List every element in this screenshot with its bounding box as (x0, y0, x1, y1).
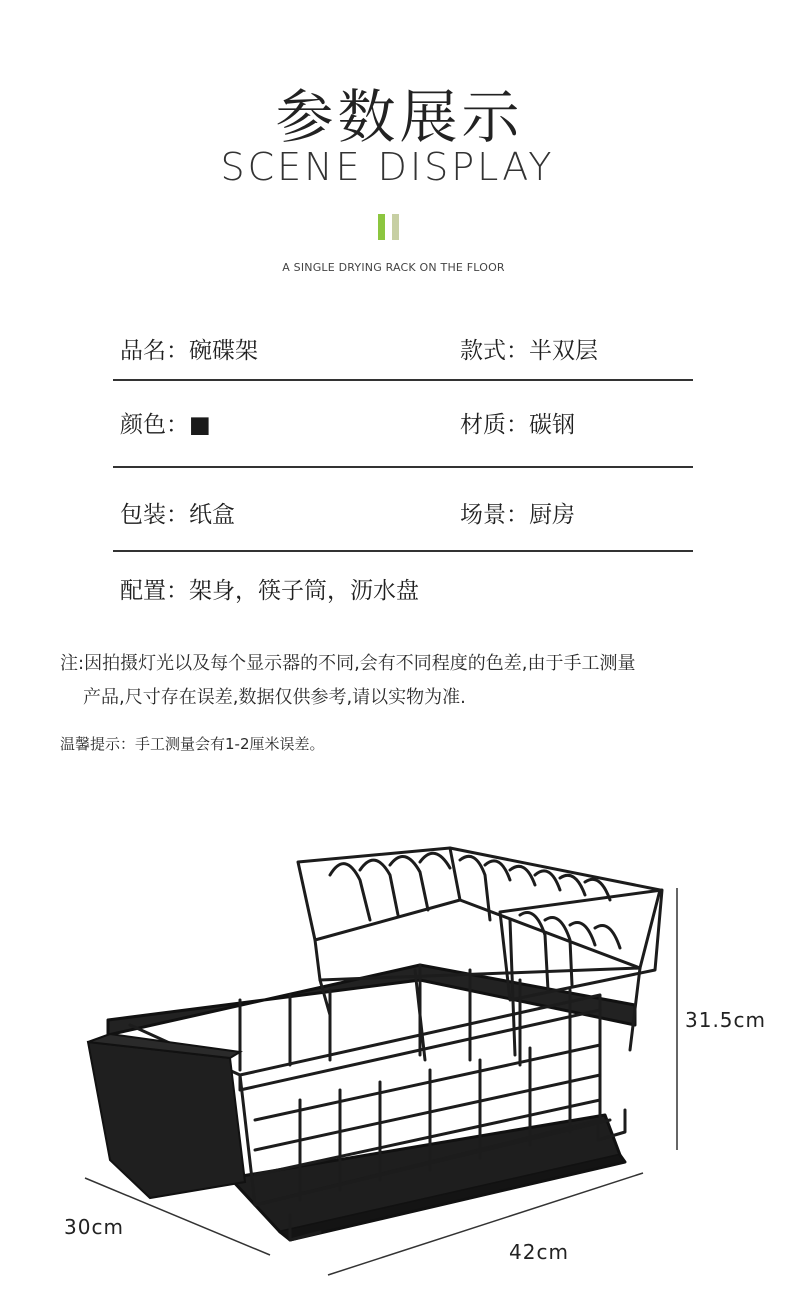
spec-material-value: 碳钢 (529, 412, 575, 438)
spec-style-label: 款式： (460, 338, 529, 364)
spec-config-value: 架身，筷子筒，沥水盘 (189, 578, 419, 604)
spec-packing-label: 包装： (120, 502, 189, 528)
spec-scene (460, 496, 575, 529)
spec-style-value: 半双层 (529, 338, 598, 364)
disclaimer-line-1: 注:因拍摄灯光以及每个显示器的不同,会有不同程度的色差,由于手工测量 (60, 653, 636, 674)
spec-color-label: 颜色： (120, 412, 189, 438)
spec-config-label: 配置： (120, 578, 189, 604)
table-divider (113, 466, 693, 468)
spec-scene-value: 厨房 (529, 502, 575, 528)
page-title-cn: 参数展示 (275, 83, 524, 151)
spec-style (460, 332, 598, 365)
dimension-width-label: 42cm (509, 1240, 569, 1264)
spec-material-label: 材质： (460, 412, 529, 438)
measurement-tip: 温馨提示：手工测量会有1-2厘米误差。 (60, 735, 325, 753)
disclaimer-line-2: 产品,尺寸存在误差,数据仅供参考,请以实物为准. (83, 687, 466, 708)
table-divider (113, 379, 693, 381)
spec-packing (120, 496, 235, 529)
accent-bar-green (378, 214, 385, 240)
page-title-en: SCENE DISPLAY (220, 145, 555, 189)
spec-color (120, 406, 211, 439)
page-subtitle: A SINGLE DRYING RACK ON THE FLOOR (282, 261, 505, 274)
spec-config (120, 572, 419, 605)
spec-material (460, 406, 575, 439)
dimension-height-label: 31.5cm (685, 1008, 767, 1032)
color-swatch-icon: ■ (189, 412, 211, 438)
utensil-holder-icon (88, 1034, 245, 1198)
spec-packing-value: 纸盒 (189, 502, 235, 528)
spec-name-label: 品名： (120, 338, 189, 364)
spec-name (120, 332, 258, 365)
table-divider (113, 550, 693, 552)
spec-name-value: 碗碟架 (189, 338, 258, 364)
spec-scene-label: 场景： (460, 502, 529, 528)
dimension-depth-label: 30cm (64, 1215, 124, 1239)
accent-bar-light (392, 214, 399, 240)
